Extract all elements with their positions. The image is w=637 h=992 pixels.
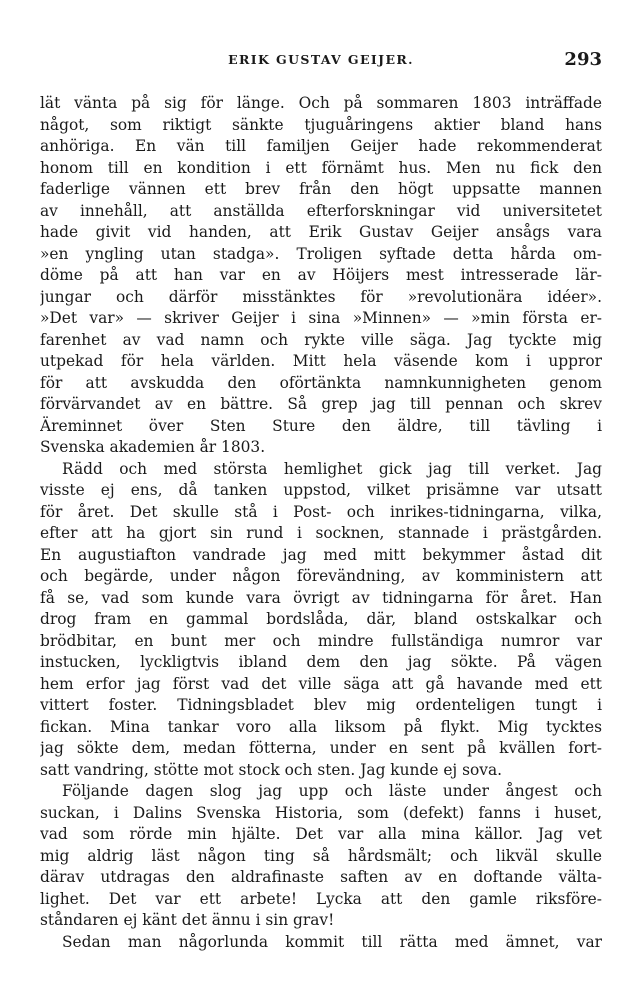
text-line: därav utdragas den aldrafinaste saften av en doftande välta- — [40, 868, 602, 886]
text-line: fickan. Mina tankar voro alla liksom på flykt. Mig tycktes — [40, 717, 602, 736]
text-line: lät vänta på sig för länge. Och på sommaren 1803 inträffade — [40, 94, 602, 112]
text-line: farenhet av vad namn och rykte ville säga. Jag tyckte mig — [40, 330, 602, 349]
text-line: anhöriga. En vän till familjen Geijer hade rekommenderat — [40, 137, 602, 155]
text-line: faderlige vännen ett brev från den högt uppsatte mannen — [40, 180, 602, 198]
text-line: Sedan man någorlunda kommit till rätta med ämnet, var — [62, 932, 602, 951]
text-line: jungar och därför misstänktes för »revolutionära idéer». — [40, 287, 602, 306]
text-line: få se, vad som kunde vara övrigt av tidningarna för året. Han — [40, 588, 602, 607]
text-line: hem erfor jag först vad det ville säga att gå havande med ett — [40, 674, 602, 693]
text-line: något, som riktigt sänkte tjuguåringens aktier bland hans — [40, 115, 602, 134]
text-line: suckan, i Dalins Svenska Historia, som (defekt) fanns i huset, — [40, 803, 602, 822]
text-line: Äreminnet över Sten Sture den äldre, till tävling i — [40, 416, 602, 435]
text-line: honom till en kondition i ett förnämt hus. Men nu fick den — [40, 158, 602, 177]
running-head — [40, 49, 602, 76]
text-line: döme på att han var en av Höijers mest intresserade lär- — [40, 266, 602, 284]
text-line: av innehåll, att anställda efterforskningar vid universitetet — [40, 201, 602, 220]
text-line: efter att ha gjort sin rund i socknen, stannade i prästgården. — [40, 524, 602, 542]
body-text — [40, 93, 602, 953]
text-line: och begärde, under någon förevändning, av komministern att — [40, 567, 602, 585]
running-title: ERIK GUSTAV GEIJER. — [228, 52, 414, 67]
text-line: visste ej ens, då tanken uppstod, vilket prisämne var utsatt — [40, 481, 602, 499]
text-line: satt vandring, stötte mot stock och sten. Jag kunde ej sova. — [40, 760, 503, 779]
text-line: brödbitar, en bunt mer och mindre fullständiga numror var — [40, 631, 602, 650]
text-line: vittert foster. Tidningsbladet blev mig ordenteligen tungt i — [40, 696, 602, 714]
text-line: »en yngling utan stadga». Troligen syftade detta hårda om- — [40, 244, 602, 263]
text-line: instucken, lyckligtvis ibland dem den jag sökte. På vägen — [40, 653, 602, 671]
text-line: Svenska akademien år 1803. — [40, 438, 266, 456]
text-line: hade givit vid handen, att Erik Gustav Geijer ansågs vara — [40, 223, 602, 241]
text-line: utpekad för hela världen. Mitt hela väsende kom i uppror — [40, 352, 602, 370]
page-number: 293 — [564, 49, 602, 70]
text-line: »Det var» — skriver Geijer i sina »Minnen» — »min första er- — [40, 309, 602, 327]
text-line: lighet. Det var ett arbete! Lycka att den gamle riksföre- — [40, 889, 602, 908]
text-line: Följande dagen slog jag upp och läste under ångest och — [62, 782, 602, 800]
text-line: för året. Det skulle stå i Post- och inrikes-tidningarna, vilka, — [40, 502, 602, 521]
text-line: drog fram en gammal bordslåda, där, bland ostskalkar och — [40, 610, 602, 628]
text-line: för att avskudda den oförtänkta namnkunnigheten genom — [40, 373, 602, 392]
text-line: mig aldrig läst någon ting så hårdsmält; och likväl skulle — [40, 846, 602, 865]
text-line: förvärvandet av en bättre. Så grep jag till pennan och skrev — [40, 395, 602, 413]
text-line: En augustiafton vandrade jag med mitt bekymmer åstad dit — [40, 545, 602, 564]
text-line: ståndaren ej känt det ännu i sin grav! — [40, 911, 335, 929]
text-line: Rädd och med största hemlighet gick jag till verket. Jag — [62, 459, 602, 478]
text-line: jag sökte dem, medan fötterna, under en sent på kvällen fort- — [40, 739, 602, 757]
text-line: vad som rörde min hjälte. Det var alla mina källor. Jag vet — [40, 825, 602, 843]
